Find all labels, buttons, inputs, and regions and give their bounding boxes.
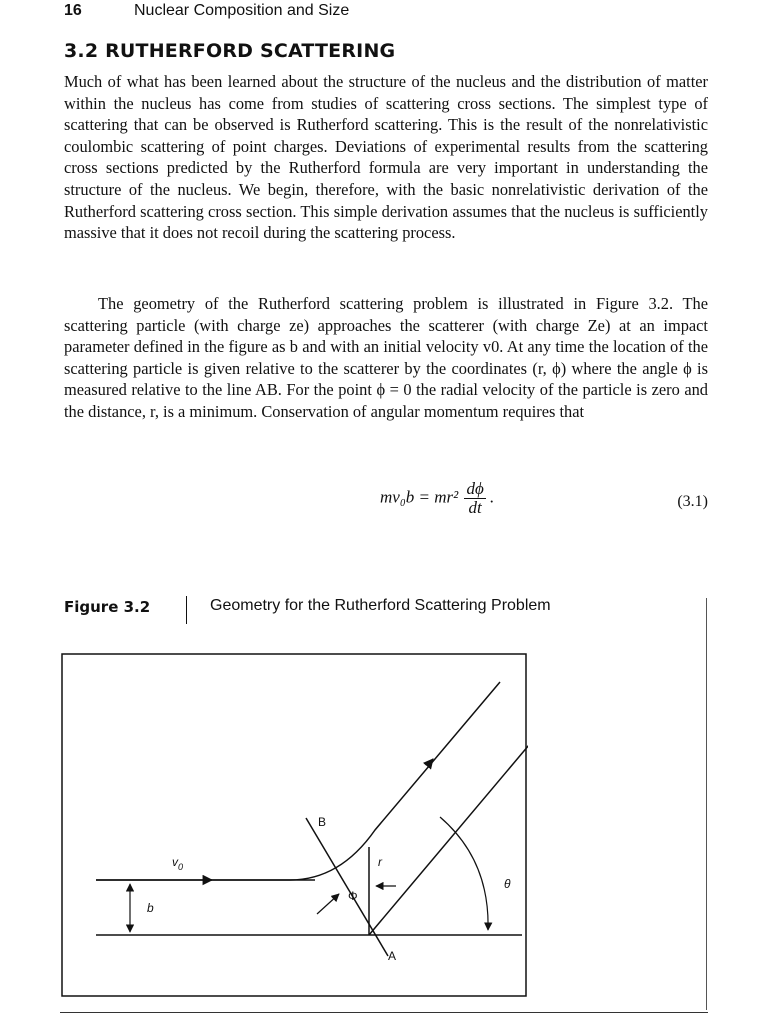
figure-right-rule (706, 598, 707, 1010)
outgoing-asymptote (369, 726, 528, 935)
page-header (64, 0, 349, 22)
equation-3-1 (64, 480, 708, 530)
figure-caption (64, 596, 708, 624)
figure-caption-text: Geometry for the Rutherford Scattering Problem (210, 597, 551, 614)
equation-denominator: dt (468, 498, 482, 517)
section-title: 3.2 RUTHERFORD SCATTERING (64, 40, 396, 62)
label-phi: Φ (348, 889, 358, 903)
equation-number: (3.1) (677, 493, 708, 510)
label-theta: θ (504, 877, 511, 891)
equation-fraction (464, 480, 485, 517)
page-number: 16 (64, 2, 82, 19)
paragraph-intro: Much of what has been learned about the structure of the nucleus and the distribution of matter within the nucleus has come from studies of scattering cross sections. The simplest type of scattering that can be observed is Rutherford scattering. This is the result of the nonrelativistic coulombic scattering of point charges. Deviations of experimental results from the scattering cross sections predicted by the Rutherford formula are very important in understanding the structure of the nucleus. We begin, therefore, with the basic nonrelativistic derivation of the Rutherford scattering cross section. This simple derivation assumes that the nucleus is sufficiently massive that it does not recoil during the scattering process. (64, 72, 708, 243)
bottom-rule (60, 1012, 708, 1013)
running-title: Nuclear Composition and Size (134, 2, 350, 19)
rutherford-geometry-figure (60, 652, 528, 998)
equation-lhs: mv₀b = mr² (380, 487, 459, 507)
equation-period: . (490, 487, 495, 507)
label-b: b (147, 901, 154, 915)
label-v0: $v_0$ (172, 855, 184, 872)
label-r: r (378, 855, 382, 869)
paragraph-geometry: The geometry of the Rutherford scattering problem is illustrated in Figure 3.2. The scattering particle (with charge ze) approaches the scatterer (with charge Ze) at an impact parameter defined in the figure as b and with an initial velocity v0. At any time the location of the scattering particle is given relative to the scatterer by the coordinates (r, ϕ) where the angle ϕ is measured relative to the line AB. For the point ϕ = 0 the radial velocity of the particle is zero and the distance, r, is a minimum. Conservation of angular momentum requires that (64, 294, 708, 421)
figure-label: Figure 3.2 (64, 598, 151, 616)
equation-body (380, 480, 494, 517)
equation-numerator: dϕ (466, 479, 484, 498)
label-A: A (388, 949, 397, 963)
caption-separator (186, 596, 187, 624)
phi-pointer-arrow (317, 894, 339, 914)
label-B: B (318, 815, 327, 829)
theta-arc (440, 817, 488, 930)
figure-frame (62, 654, 526, 996)
